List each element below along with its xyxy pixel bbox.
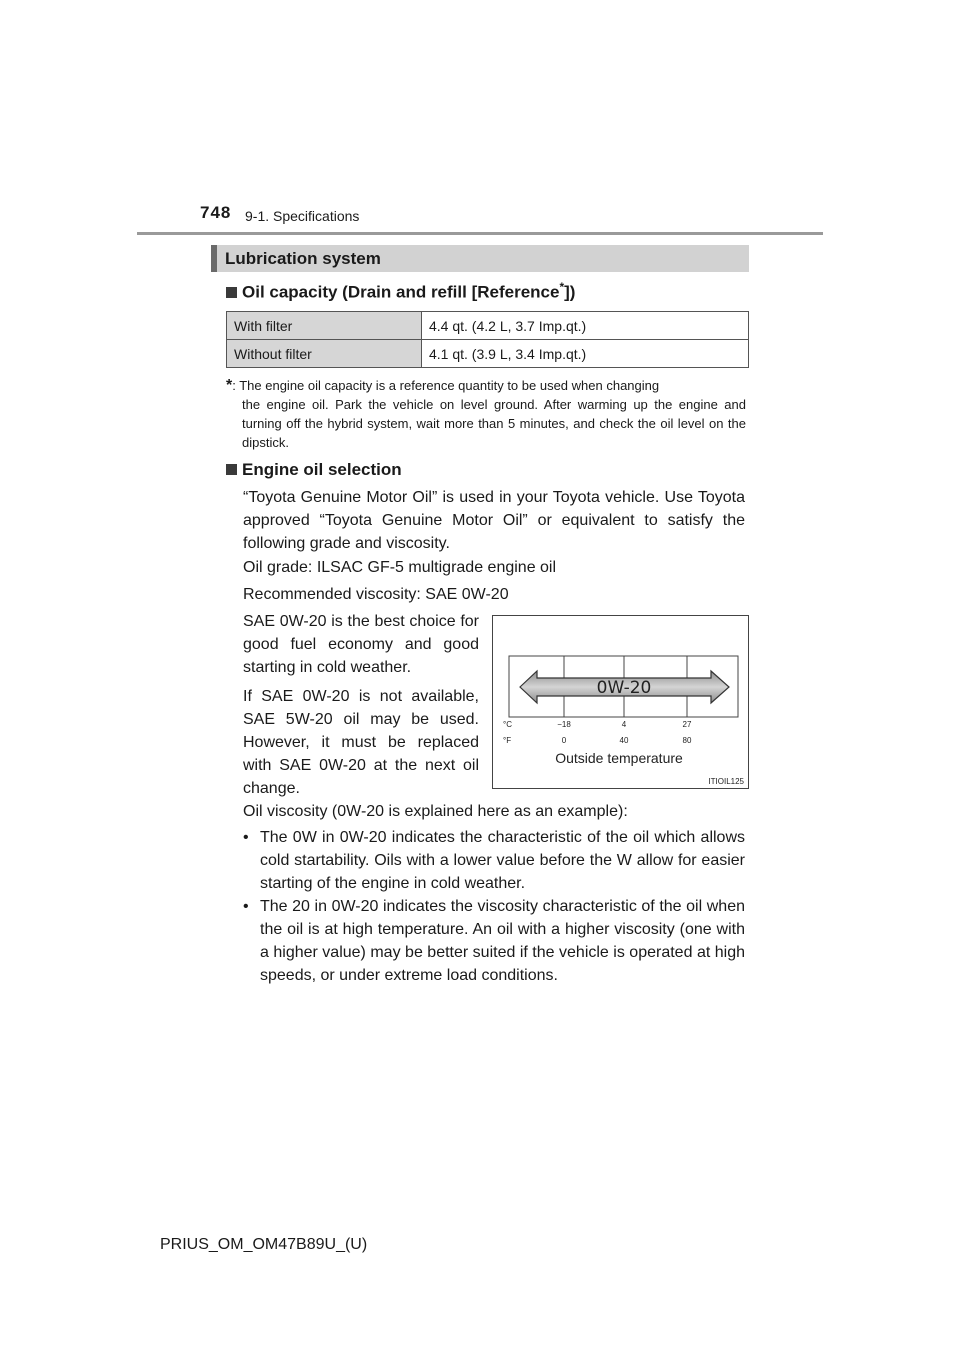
header-rule xyxy=(137,232,823,235)
table-cell-label: With filter xyxy=(227,312,422,340)
footnote-mark: * xyxy=(226,377,233,394)
section-label: 9-1. Specifications xyxy=(245,208,360,224)
fahrenheit-tick: 0 xyxy=(561,736,567,745)
table-cell-value: 4.4 qt. (4.2 L, 3.7 Imp.qt.) xyxy=(422,312,749,340)
viscosity-chart xyxy=(493,616,748,788)
celsius-tick: 4 xyxy=(621,720,627,729)
viscosity-note-1: SAE 0W-20 is the best choice for good fuel economy and good starting in cold weather. xyxy=(243,613,479,676)
oil-capacity-heading-text: Oil capacity (Drain and refill [Reference xyxy=(242,282,560,302)
oil-grade: Oil grade: ILSAC GF-5 multigrade engine oil xyxy=(243,559,557,576)
list-item-text: The 0W in 0W-20 indicates the characteristic of the oil which allows cold startability. Oils with a lower value before the W allow for easier starting of the engine in cold weather. xyxy=(260,829,745,892)
fahrenheit-tick: 40 xyxy=(619,736,629,745)
oil-selection-paragraph: “Toyota Genuine Motor Oil” is used in your Toyota vehicle. Use Toyota approved “Toyota Genuine Motor Oil” or equivalent to satisfy the following grade and viscosity. xyxy=(243,489,745,552)
bullet-icon: • xyxy=(243,898,249,915)
figure-code: ITIOIL125 xyxy=(708,777,744,786)
oil-capacity-table xyxy=(226,311,749,368)
footnote-body: the engine oil. Park the vehicle on level ground. After warming up the engine and turning off the hybrid system, wait more than 5 minutes, and check the oil level on the dipstick. xyxy=(242,397,746,450)
table-row xyxy=(227,312,749,340)
figure-caption: Outside temperature xyxy=(555,750,683,766)
footnote xyxy=(226,376,746,452)
list-item-text: The 20 in 0W-20 indicates the viscosity characteristic of the oil when the oil is at high temperature. An oil with a higher viscosity (one with a higher value) may be better suited if the vehicle is operated at high speeds, or under extreme load conditions. xyxy=(260,898,745,984)
viscosity-notes xyxy=(243,610,479,806)
viscosity-note-2: If SAE 0W-20 is not available, SAE 5W-20 oil may be used. However, it must be replaced with SAE 0W-20 at the next oil change. xyxy=(243,688,479,797)
table-row xyxy=(227,340,749,368)
square-bullet-icon xyxy=(226,287,237,298)
band-label: 0W-20 xyxy=(596,678,652,698)
celsius-tick: −18 xyxy=(557,720,571,729)
oil-selection-heading xyxy=(226,460,402,480)
oil-capacity-heading xyxy=(226,280,575,303)
recommended-viscosity: Recommended viscosity: SAE 0W-20 xyxy=(243,586,509,603)
table-cell-label: Without filter xyxy=(227,340,422,368)
fahrenheit-unit: °F xyxy=(503,736,512,745)
section-heading: Lubrication system xyxy=(211,245,749,272)
viscosity-example-intro: Oil viscosity (0W-20 is explained here as an example): xyxy=(243,803,628,820)
footnote-line-1: : The engine oil capacity is a reference quantity to be used when changing xyxy=(232,378,660,393)
document-code: PRIUS_OM_OM47B89U_(U) xyxy=(160,1236,368,1253)
square-bullet-icon xyxy=(226,464,237,475)
page-number: 748 xyxy=(200,203,232,222)
list-item xyxy=(243,826,745,895)
table-cell-value: 4.1 qt. (3.9 L, 3.4 Imp.qt.) xyxy=(422,340,749,368)
oil-capacity-heading-end: ]) xyxy=(564,282,576,302)
oil-selection-heading-text: Engine oil selection xyxy=(242,460,402,479)
celsius-unit: °C xyxy=(503,720,512,729)
celsius-tick: 27 xyxy=(682,720,692,729)
bullet-icon: • xyxy=(243,829,249,846)
reference-mark: * xyxy=(559,280,565,294)
list-item xyxy=(243,895,745,987)
viscosity-explanation-list xyxy=(243,826,745,987)
viscosity-figure xyxy=(492,615,749,789)
fahrenheit-tick: 80 xyxy=(682,736,692,745)
